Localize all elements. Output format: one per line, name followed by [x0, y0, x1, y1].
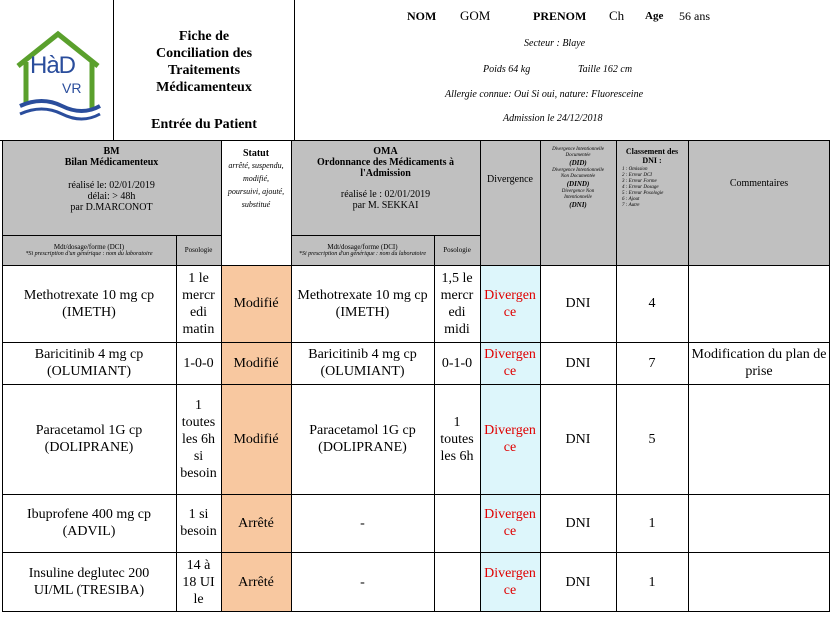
patient-age-label: Age — [645, 10, 664, 22]
logo-text-top: HàD — [30, 52, 76, 79]
row2-bm-med: Baricitinib 4 mg cp (OLUMIANT) — [34, 347, 144, 379]
row3-bm-med: Paracetamol 1G cp (DOLIPRANE) — [35, 423, 143, 455]
row1-statut: Modifié — [233, 296, 279, 311]
row5-classement: 1 — [648, 574, 656, 590]
patient-secteur: Secteur : Blaye — [524, 38, 586, 49]
row5-type: DNI — [565, 574, 591, 590]
row4-bm-poso: 1 si besoin — [180, 507, 217, 539]
statut-header: Statut arrêté, suspendu, modifié, poursuivi, ajouté, substitué — [227, 148, 285, 209]
row3-commentaire — [688, 384, 830, 494]
row5-bm-med: Insuline deglutec 200 UI/ML (TRESIBA) — [28, 566, 150, 598]
row1-commentaire — [688, 265, 830, 342]
row2-statut: Modifié — [233, 355, 279, 371]
row1-oma-med: Methotrexate 10 mg cp (IMETH) — [297, 287, 428, 320]
oma-posologie-subheader: Posologie — [443, 246, 471, 254]
patient-nom-value: GOM — [460, 8, 491, 23]
row4-divergence: Divergence — [484, 507, 536, 539]
did-header: Divergence Intentionnelle Documentée (DID) Divergence Intentionnelle Non Documentée (DIND) Divergence Non Intentionnelle (DNI) — [552, 147, 604, 209]
row2-oma-poso: 0-1-0 — [441, 355, 473, 371]
row5-commentaire — [688, 552, 830, 612]
row4-oma-poso — [436, 494, 478, 552]
row2-type: DNI — [565, 355, 591, 371]
patient-taille: Taille 162 cm — [578, 64, 633, 75]
row5-oma-poso — [436, 552, 478, 612]
row3-oma-poso: 1 toutes les 6h — [440, 414, 474, 464]
document-title: Fiche de Conciliation des Traitements Médicamenteux — [155, 29, 253, 95]
patient-allergie: Allergie connue: Oui Si oui, nature: Fluoresceine — [445, 89, 644, 100]
row4-classement: 1 — [648, 515, 656, 531]
row4-bm-med: Ibuprofene 400 mg cp (ADVIL) — [26, 507, 152, 539]
bm-mdt-subheader: Mdt/dosage/forme (DCI) *Si prescription d'un générique : nom du laboratoire — [25, 242, 153, 257]
commentaires-header: Commentaires — [729, 177, 789, 189]
row5-bm-poso: 14 à 18 UI le — [182, 557, 215, 607]
patient-poids: Poids 64 kg — [483, 64, 531, 75]
patient-admission: Admission le 24/12/2018 — [503, 113, 603, 124]
row2-divergence: Divergence — [484, 347, 536, 379]
row4-oma-med: - — [360, 515, 365, 531]
row2-oma-med: Baricitinib 4 mg cp (OLUMIANT) — [308, 347, 417, 379]
row2-classement: 7 — [648, 355, 656, 371]
row1-bm-poso: 1 le mercr edi matin — [182, 270, 215, 337]
row5-oma-med: - — [360, 574, 365, 590]
oma-header: OMA Ordonnance des Médicaments à l'Admission réalisé le : 02/01/2019 par M. SEKKAI — [317, 146, 454, 211]
row3-classement: 5 — [648, 431, 656, 447]
row2-bm-poso: 1-0-0 — [183, 355, 214, 371]
row1-classement: 4 — [648, 296, 656, 311]
row1-type: DNI — [565, 296, 591, 311]
patient-prenom-value: Ch — [609, 8, 625, 23]
row3-oma-med: Paracetamol 1G cp (DOLIPRANE) — [309, 423, 416, 455]
row3-bm-poso: 1 toutes les 6h si besoin — [180, 397, 217, 481]
row5-divergence: Divergence — [484, 566, 536, 598]
row3-divergence: Divergence — [484, 423, 536, 455]
row1-oma-poso: 1,5 le mercr edi midi — [440, 270, 474, 337]
row4-type: DNI — [565, 515, 591, 531]
classement-header: Classement des DNI : 1 : Omission 2 : Erreur DCI 3 : Erreur Forme 4 : Erreur Dosage 5 : Erreur Posologie 6 : Ajout 7 : Autre — [622, 147, 679, 208]
bm-header: BM Bilan Médicamenteux réalisé le: 02/01/2019 délai: > 48h par D.MARCONOT — [64, 146, 159, 213]
patient-nom-label: NOM — [407, 9, 437, 23]
logo — [12, 26, 104, 122]
row1-bm-med: Methotrexate 10 mg cp (IMETH) — [23, 287, 155, 320]
row3-type: DNI — [565, 431, 591, 447]
divergence-header: Divergence — [487, 173, 533, 185]
row3-statut: Modifié — [233, 431, 279, 447]
row4-statut: Arrêté — [238, 515, 274, 531]
logo-text-bottom: VR — [62, 80, 82, 96]
row2-commentaire: Modification du plan de prise — [691, 347, 827, 379]
row1-divergence: Divergence — [484, 287, 536, 320]
document-subtitle: Entrée du Patient — [151, 117, 257, 132]
oma-mdt-subheader: Mdt/dosage/forme (DCI) *Si prescription d'un générique : nom du laboratoire — [299, 242, 426, 257]
bm-posologie-subheader: Posologie — [184, 246, 213, 254]
patient-prenom-label: PRENOM — [533, 9, 587, 23]
row5-statut: Arrêté — [238, 574, 274, 590]
row4-commentaire — [688, 494, 830, 552]
patient-age-value: 56 ans — [679, 9, 710, 23]
